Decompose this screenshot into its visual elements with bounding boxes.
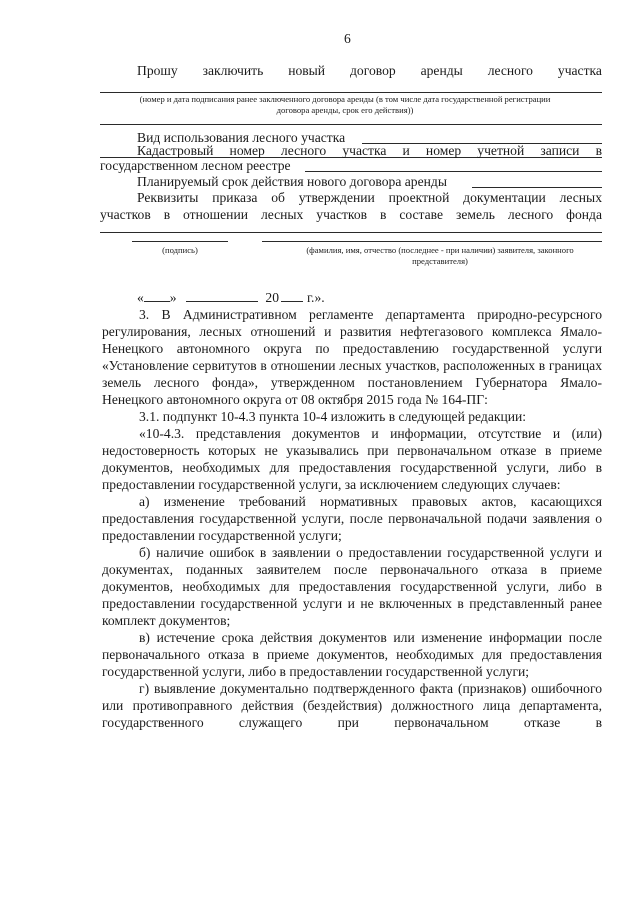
request-word: лесного: [487, 63, 533, 78]
paragraph-10-4-3: «10-4.3. представления документов и информации, отсутствие и (или) недостоверность которых не указывались при первоначальном отказе в приеме документов, необходимых для предоставления государственной услуги, либо в предоставлении государственной услуги, за исключением следующих случаев:: [102, 426, 602, 492]
date-year-field[interactable]: [281, 290, 303, 302]
name-field[interactable]: [262, 241, 602, 242]
date-line: [137, 289, 325, 306]
name-caption: (фамилия, имя, отчество (последнее - при наличии) заявителя, законного представителя): [306, 245, 574, 266]
item-v: в) истечение срока действия документов или изменение информации после первоначального отказа в приеме документов, необходимых для предоставления государственной услуги, либо в предоставлении государственной услуги;: [102, 630, 602, 679]
cadastral-label: Кадастровый номер лесного участка и номер учетной записи в: [137, 143, 602, 158]
cadastral-label-2: государственном лесном реестре: [100, 158, 291, 173]
item-a: а) изменение требований нормативных правовых актов, касающихся предоставления государственной услуги, после первоначальной подачи заявления о предоставлении государственной услуги;: [102, 494, 602, 543]
order-label: Реквизиты приказа об утверждении проектной документации лесных: [137, 190, 602, 205]
cadastral-field[interactable]: [305, 171, 602, 172]
signature-caption: (подпись): [162, 245, 198, 255]
date-suffix: г.».: [307, 290, 325, 305]
paragraph-3: 3. В Административном регламенте департамента природно-ресурсного регулирования, лесных отношений и развития нефтегазового комплекса Ямало-Ненецкого автономного округа по предоставлению государственной услуги «Установление сервитутов в отношении лесных участков, расположенных в границах земель лесного фонда», утвержденном постановлением Губернатора Ямало-Ненецкого автономного округа от 08 октября 2015 года № 164-ПГ:: [102, 307, 602, 407]
paragraph-3-1: 3.1. подпункт 10-4.3 пункта 10-4 изложить в следующей редакции:: [139, 409, 527, 424]
date-month-field[interactable]: [186, 290, 258, 302]
body-paragraphs: [102, 306, 602, 731]
date-day-field[interactable]: [144, 290, 170, 302]
prev-contract-field-2[interactable]: [100, 124, 602, 125]
order-label-2: участков в отношении лесных участков в составе земель лесного фонда: [100, 207, 602, 222]
request-word: договор: [350, 63, 396, 78]
request-word: участка: [557, 63, 602, 78]
request-line: [137, 62, 602, 79]
date-year-prefix: 20: [265, 290, 279, 305]
date-open-quote: «: [137, 290, 144, 305]
item-b: б) наличие ошибок в заявлении о предоставлении государственной услуги и документах, поданных заявителем после первоначального отказа в приеме документов, необходимых для предоставления государственной услуги, либо в предоставлении государственной услуги и не включенных в представленный ранее комплект документов;: [102, 545, 602, 628]
signature-field[interactable]: [132, 241, 228, 242]
prev-contract-caption: (номер и дата подписания ранее заключенного договора аренды (в том числе дата государственной регистрации договора аренды, срок его действия)): [139, 94, 551, 115]
request-word: аренды: [420, 63, 463, 78]
order-field[interactable]: [100, 232, 602, 233]
prev-contract-field[interactable]: [100, 92, 602, 93]
term-field[interactable]: [472, 187, 602, 188]
request-word: Прошу: [137, 63, 178, 78]
term-label: Планируемый срок действия нового договора аренды: [137, 174, 447, 189]
usage-label: Вид использования лесного участка: [137, 130, 346, 145]
request-word: новый: [288, 63, 326, 78]
page-number: 6: [344, 31, 351, 46]
item-g: г) выявление документально подтвержденного факта (признаков) ошибочного или противоправного действия (бездействия) должностного лица департамента, государственного служащего при первоначальном отказе в: [102, 681, 602, 730]
request-word: заключить: [202, 63, 264, 78]
date-close-quote: »: [169, 290, 177, 305]
